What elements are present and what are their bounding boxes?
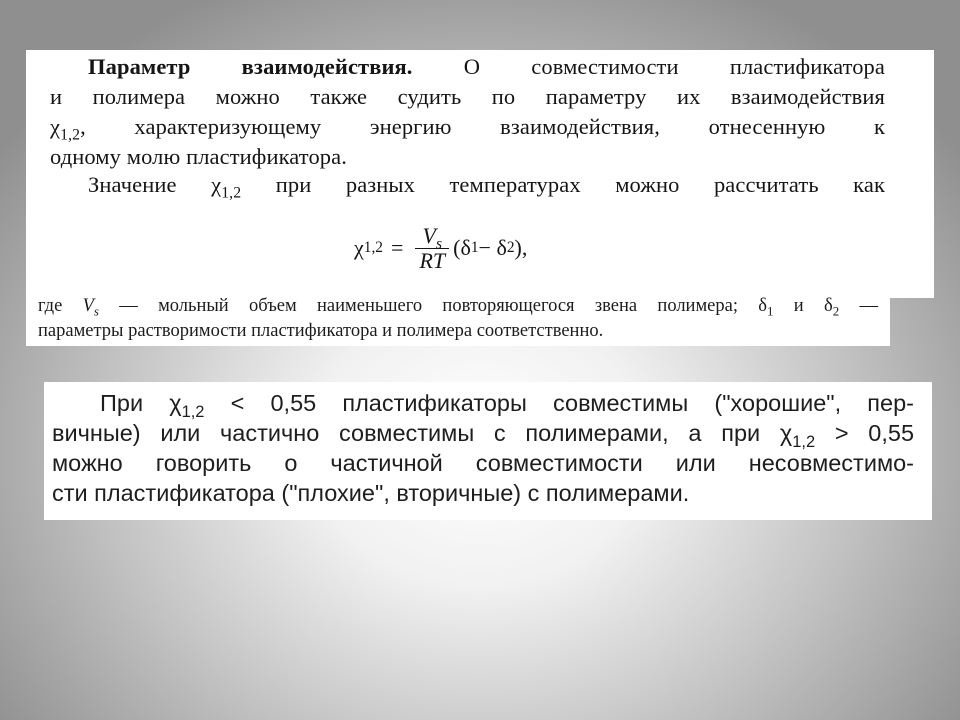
compatibility-criterion-paragraph [52, 388, 914, 508]
legend-text: и δ [793, 296, 833, 316]
formula-numerator [419, 222, 446, 252]
paragraph-line [52, 388, 914, 421]
legend-text: где [38, 296, 63, 316]
paragraph-line [50, 170, 885, 200]
formula-fraction [415, 224, 449, 273]
interaction-parameter-paragraph [50, 52, 885, 172]
formula-rhs-close: ), [514, 235, 528, 260]
chi-symbol: χ [169, 390, 182, 416]
chi-symbol: χ [779, 420, 793, 446]
formula-denominator: RT [415, 248, 449, 273]
legend-line [38, 294, 878, 319]
paragraph-text: Значение [88, 172, 177, 197]
paragraph-text: при разных температурах можно рассчитать как [275, 172, 885, 197]
paragraph-text: , характеризующему энергию взаимодействия, отнесенную к [80, 114, 885, 139]
chi-symbol: χ [50, 114, 61, 139]
formula-legend [38, 294, 878, 344]
calculation-paragraph [50, 170, 885, 200]
chi-subscript: 1,2 [181, 402, 205, 421]
legend-text: — [859, 296, 879, 316]
chi-subscript: 1,2 [792, 432, 816, 451]
paragraph-text: О совместимости пластификатора [463, 54, 885, 79]
paragraph-text: вичные) или частично совместимы с полимерами, а при [52, 420, 761, 446]
formula-minus: − δ [478, 235, 507, 260]
paragraph-text: < 0,55 пластификаторы совместимы ("хорошие", пер- [230, 390, 914, 416]
legend-delta1-subscript: 1 [767, 303, 774, 319]
numerator-symbol: V [422, 222, 436, 248]
numerator-subscript: s [436, 234, 442, 252]
legend-text: — мольный объем наименьшего повторяющегося звена полимера; δ [119, 296, 768, 316]
formula-rhs-open: (δ [453, 235, 471, 260]
chi-formula: χ 1,2 = $\frac{V_s}{RT}$ (δ 1 − δ 2 ), [354, 222, 528, 273]
paragraph-line: и полимера можно также судить по параметру их взаимодействия [50, 84, 885, 109]
paragraph-line: одному молю пластификатора. [50, 144, 347, 169]
paragraph-line [50, 112, 885, 142]
section-heading: Параметр взаимодействия. [88, 54, 413, 79]
chi-subscript: 1,2 [60, 126, 81, 144]
chi-subscript: 1,2 [221, 184, 242, 202]
legend-variable-subscript: s [93, 303, 99, 319]
paragraph-text: При [100, 390, 144, 416]
formula-lhs-symbol: χ [354, 235, 364, 260]
legend-variable: V [82, 296, 94, 316]
formula-equals: = [391, 235, 404, 260]
chi-symbol: χ [211, 172, 222, 197]
paragraph-line: сти пластификатора ("плохие", вторичные) с полимерами. [52, 480, 690, 506]
legend-line: параметры растворимости пластификатора и полимера соответственно. [38, 321, 604, 341]
paragraph-text: > 0,55 [834, 420, 915, 446]
legend-delta2-subscript: 2 [832, 303, 840, 319]
paragraph-line [50, 52, 885, 82]
paragraph-line: можно говорить о частичной совместимости или несовместимо- [52, 450, 914, 476]
paragraph-line [52, 418, 915, 451]
